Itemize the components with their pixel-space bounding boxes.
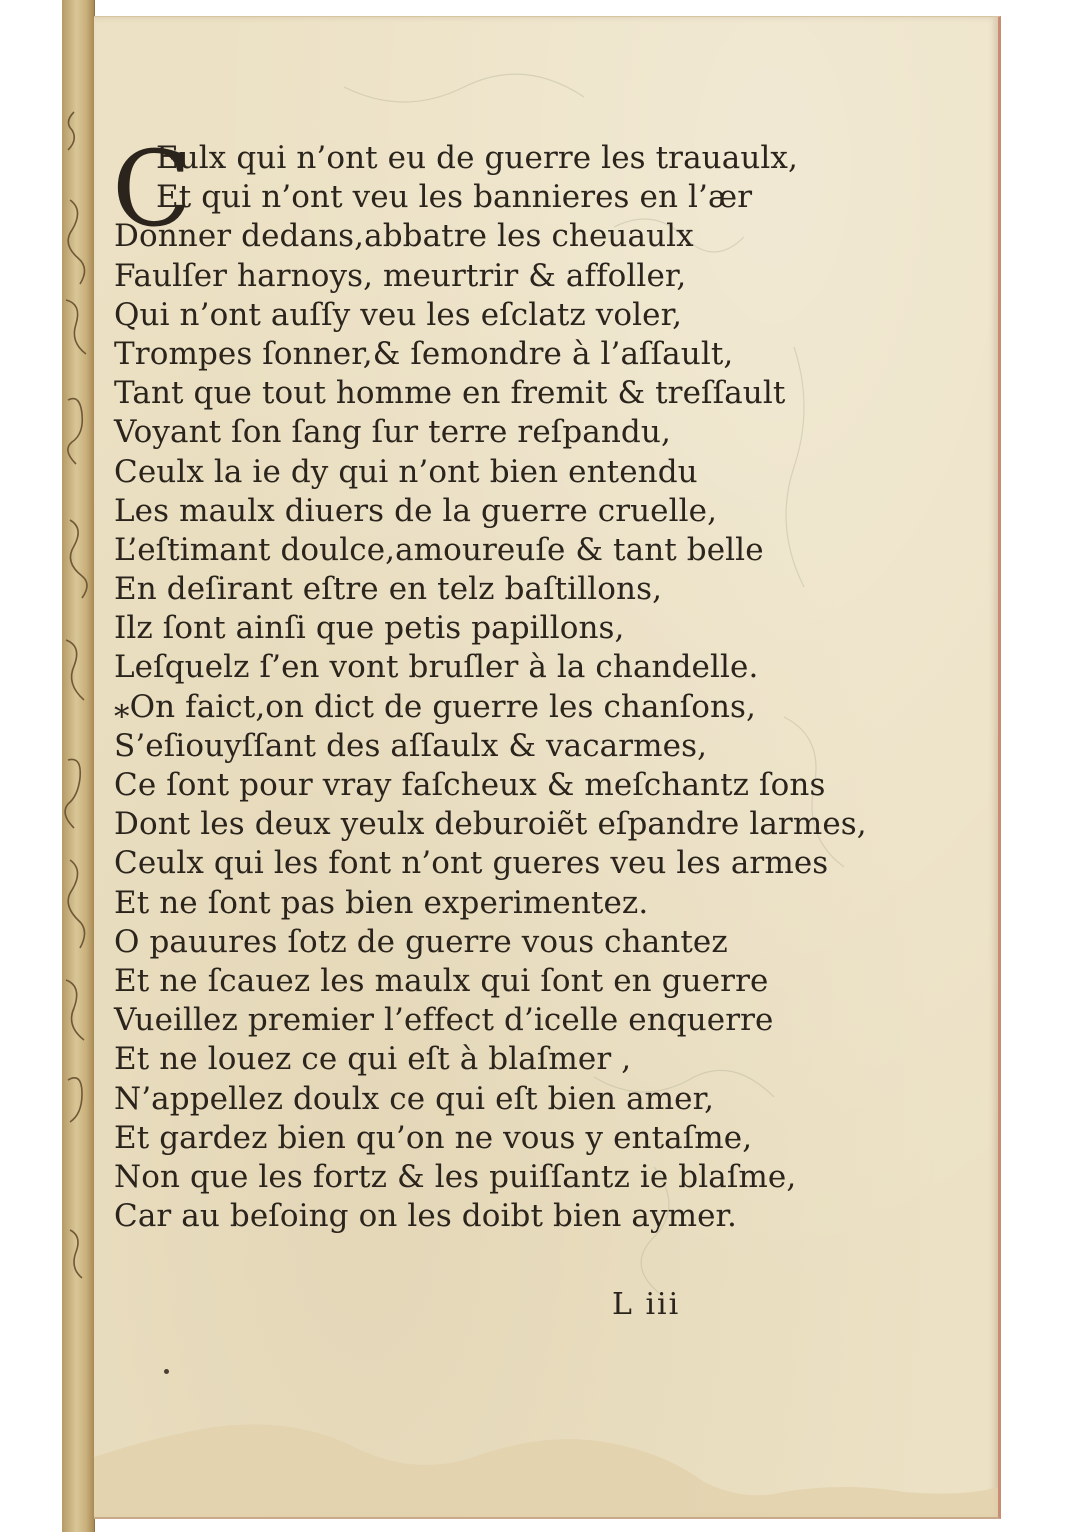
poem-line: Les maulx diuers de la guerre cruelle, bbox=[114, 492, 718, 529]
poem-line: Voyant ſon ſang ſur terre reſpandu, bbox=[114, 414, 671, 451]
poem-line: Et qui n’ont veu les bannieres en l’ær bbox=[156, 179, 753, 216]
poem-line: Vueillez premier l’effect d’icelle enquerre bbox=[114, 1002, 774, 1039]
poem-line: Et ne louez ce qui eſt à blaſmer , bbox=[114, 1041, 632, 1078]
poem-line: En deſirant eſtre en telz baſtillons, bbox=[114, 571, 663, 608]
poem-line: Non que les fortz & les puiſſantz ie blaſme, bbox=[114, 1158, 797, 1195]
poem-line: Et ne ſcauez les maulx qui ſont en guerre bbox=[114, 962, 769, 999]
poem-line: Ce ſont pour vray faſcheux & meſchantz ſons bbox=[114, 767, 826, 803]
poem-line: Dont les deux yeulx deburoiẽt eſpandre larmes, bbox=[114, 806, 867, 843]
poem-line: S’eſiouyſſant des aſſaulx & vacarmes, bbox=[114, 727, 708, 764]
water-stain bbox=[94, 1377, 998, 1517]
poem-line: ⁎On faict,on dict de guerre les chanſons, bbox=[114, 688, 756, 725]
poem-line: N’appellez doulx ce qui eſt bien amer, bbox=[114, 1080, 715, 1117]
drop-cap-letter: C bbox=[112, 128, 192, 250]
poem-line: Trompes ſonner,& ſemondre à l’aſſault, bbox=[114, 335, 734, 372]
ink-dot bbox=[164, 1369, 169, 1374]
book-page bbox=[94, 16, 1001, 1519]
poem-line: Qui n’ont auſſy veu les eſclatz voler, bbox=[114, 296, 683, 333]
poem-line: O pauures ſotz de guerre vous chantez bbox=[114, 923, 728, 960]
poem-line: Ilz ſont ainſi que petis papillons, bbox=[114, 610, 625, 647]
poem-line: Et gardez bien qu’on ne vous y entaſme, bbox=[114, 1119, 753, 1156]
book-spine bbox=[62, 0, 95, 1532]
poem-line: Faulſer harnoys, meurtrir & affoller, bbox=[114, 257, 687, 294]
signature-mark: L iii bbox=[612, 1287, 681, 1322]
poem-line: Tant que tout homme en fremit & treſſault bbox=[114, 375, 786, 412]
poem-line: L’eſtimant doulce,amoureuſe & tant belle bbox=[114, 531, 764, 568]
poem-line: Ceulx la ie dy qui n’ont bien entendu bbox=[114, 453, 698, 490]
poem-line: Car au beſoing on les doibt bien aymer. bbox=[114, 1198, 737, 1235]
poem-line: Leſquelz ſ’en vont bruſler à la chandelle. bbox=[114, 649, 759, 686]
poem-line: Donner dedans,abbatre les cheuaulx bbox=[114, 218, 694, 255]
poem-line: Ceulx qui les font n’ont gueres veu les armes bbox=[114, 845, 829, 882]
spine-ornament bbox=[62, 0, 94, 1532]
poem-text bbox=[112, 128, 867, 1236]
poem-line: Eulx qui n’ont eu de guerre les trauaulx, bbox=[156, 140, 798, 176]
poem-line: Et ne ſont pas bien experimentez. bbox=[114, 884, 649, 921]
